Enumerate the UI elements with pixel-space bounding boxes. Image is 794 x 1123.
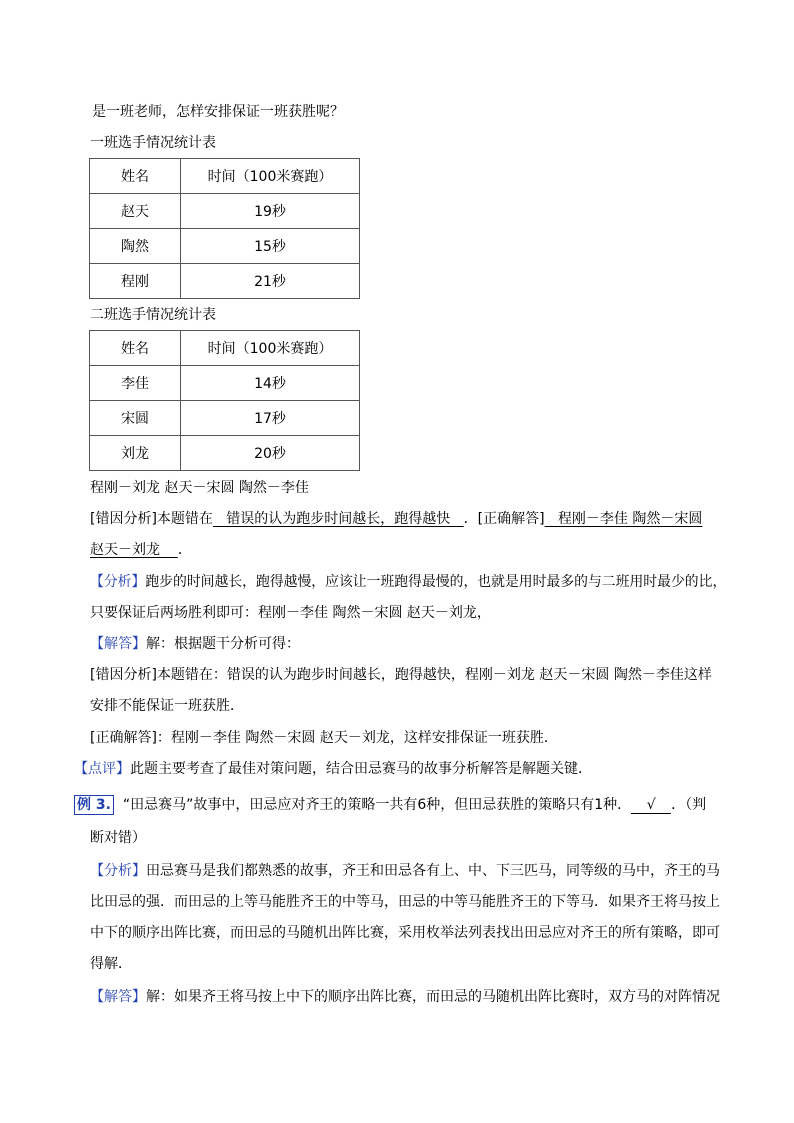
- table-row: [90, 401, 360, 436]
- correct-answer-line2: [90, 541, 192, 559]
- analysis3-line4: 得解．: [90, 956, 132, 972]
- table-cell: 17秒: [181, 401, 360, 436]
- table2-caption: 二班选手情况统计表: [90, 307, 216, 323]
- error-analysis-blank: 错误的认为跑步时间越长，跑得越快: [212, 511, 464, 527]
- example3-line2: 断对错）: [90, 830, 146, 846]
- answer-line3: 安排不能保证一班获胜．: [90, 698, 244, 714]
- analysis-line2: 只要保证后两场胜利即可：程刚－李佳 陶然－宋圆 赵天－刘龙，: [90, 605, 491, 621]
- analysis3-line3: 中下的顺序出阵比赛，而田忌的马随机出阵比赛，采用枚举法列表找出田忌应对齐王的所有策略，即可: [90, 925, 720, 941]
- table-cell: 20秒: [181, 436, 360, 471]
- answer-line2: [错因分析]本题错在：错误的认为跑步时间越长，跑得越快，程刚－刘龙 赵天－宋圆 陶然－李佳这样: [90, 667, 712, 683]
- table-header-row: [90, 331, 360, 366]
- table-row: [90, 366, 360, 401]
- analysis-tag: 【分析】: [90, 574, 146, 590]
- answer-tag: 【解答】: [90, 636, 146, 652]
- intro-text: 是一班老师，怎样安排保证一班获胜呢？: [92, 104, 344, 120]
- table-row: [90, 436, 360, 471]
- table-row: [90, 264, 360, 299]
- table-cell: 14秒: [181, 366, 360, 401]
- comment-tag: 【点评】: [74, 761, 130, 777]
- table-cell: 赵天: [90, 194, 181, 229]
- table-header-cell: 姓名: [90, 159, 181, 194]
- table-cell: 李佳: [90, 366, 181, 401]
- correct-answer-suffix: ．: [177, 542, 192, 558]
- table-cell: 21秒: [181, 264, 360, 299]
- answer-blank: √: [631, 797, 671, 814]
- table-row: [90, 229, 360, 264]
- error-analysis-prefix: [错因分析]本题错在: [90, 511, 213, 527]
- example-label: 例 3.: [74, 795, 114, 815]
- comment-text: 此题主要考查了最佳对策问题，结合田忌赛马的故事分析解答是解题关键．: [130, 761, 592, 777]
- analysis3-line2: 比田忌的强．而田忌的上等马能胜齐王的中等马，田忌的中等马能胜齐王的下等马．如果齐王将马按上: [90, 894, 720, 910]
- table-cell: 陶然: [90, 229, 181, 264]
- table-header-cell: 姓名: [90, 331, 181, 366]
- answer3-tag: 【解答】: [90, 989, 146, 1005]
- correct-answer-blank-cont: 赵天－刘龙: [90, 542, 178, 558]
- correct-answer-blank: 程刚－李佳 陶然－宋圆: [544, 511, 703, 527]
- error-analysis-line: [90, 510, 702, 528]
- analysis3-line1: [90, 862, 720, 880]
- table2: [89, 330, 360, 471]
- answer3-line1: [90, 988, 720, 1006]
- example3-question-end: ．（判: [671, 797, 707, 813]
- answer3-text: 解：如果齐王将马按上中下的顺序出阵比赛，而田忌的马随机出阵比赛时，双方马的对阵情况: [146, 989, 720, 1005]
- table-cell: 19秒: [181, 194, 360, 229]
- wrong-answer-text: 程刚－刘龙 赵天－宋圆 陶然－李佳: [90, 480, 309, 496]
- table-cell: 程刚: [90, 264, 181, 299]
- analysis3-tag: 【分析】: [90, 863, 146, 879]
- table-cell: 刘龙: [90, 436, 181, 471]
- comment-line: [74, 760, 592, 778]
- answer-line1: [90, 635, 300, 653]
- analysis3-text: 田忌赛马是我们都熟悉的故事，齐王和田忌各有上、中、下三匹马，同等级的马中，齐王的马: [146, 863, 720, 879]
- table-cell: 15秒: [181, 229, 360, 264]
- answer-text: 解：根据题干分析可得：: [146, 636, 300, 652]
- analysis-text: 跑步的时间越长，跑得越慢，应该让一班跑得最慢的，也就是用时最多的与二班用时最少的比，: [145, 574, 727, 590]
- answer-line4: [正确解答]：程刚－李佳 陶然－宋圆 赵天－刘龙，这样安排保证一班获胜．: [90, 730, 558, 746]
- analysis-line1: [90, 573, 726, 591]
- table1: [89, 158, 360, 299]
- table-header-row: [90, 159, 360, 194]
- table-cell: 宋圆: [90, 401, 181, 436]
- example3-line1: [74, 795, 706, 815]
- table-row: [90, 194, 360, 229]
- example3-question: “田忌赛马”故事中，田忌应对齐王的策略一共有6种，但田忌获胜的策略只有1种．: [122, 797, 632, 813]
- table-header-cell: 时间（100米赛跑）: [181, 159, 360, 194]
- correct-answer-label: ．[正确解答]: [463, 511, 545, 527]
- table1-caption: 一班选手情况统计表: [90, 135, 216, 151]
- table-header-cell: 时间（100米赛跑）: [181, 331, 360, 366]
